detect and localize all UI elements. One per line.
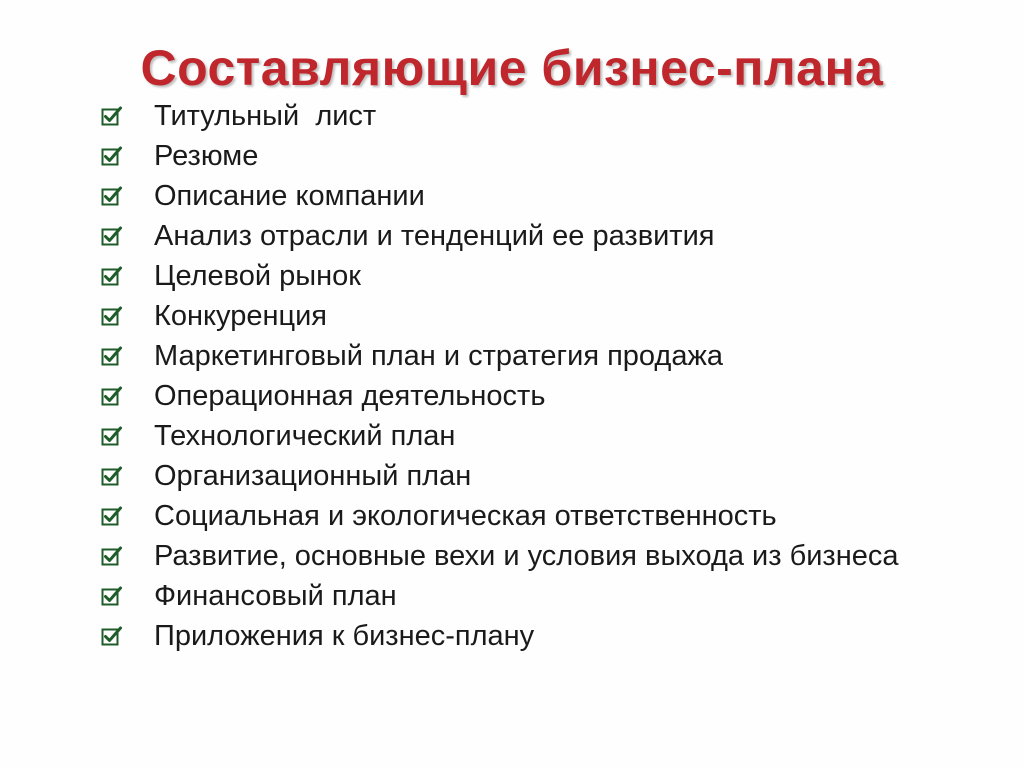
checked-box-icon: [101, 506, 123, 528]
list-item: [101, 260, 1001, 292]
checked-box-icon: [101, 146, 123, 168]
slide-title: Составляющие бизнес-плана: [140, 40, 884, 96]
list-item-label: Социальная и экологическая ответственность: [154, 500, 777, 532]
list-item-label: Маркетинговый план и стратегия продажа: [154, 340, 723, 372]
list-item-label: Операционная деятельность: [154, 380, 546, 412]
list-item-label: Титульный лист: [154, 100, 377, 132]
list-item: [101, 460, 1001, 492]
list-item: [101, 220, 1001, 252]
list-item: [101, 420, 1001, 452]
checked-box-icon: [101, 426, 123, 448]
checked-box-icon: [101, 346, 123, 368]
checked-box-icon: [101, 546, 123, 568]
checked-box-icon: [101, 106, 123, 128]
list-item: [101, 100, 1001, 132]
list-item: [101, 180, 1001, 212]
list-item-label: Технологический план: [154, 420, 456, 452]
checked-box-icon: [101, 466, 123, 488]
list-item: [101, 380, 1001, 412]
checked-box-icon: [101, 266, 123, 288]
list-item: [101, 500, 1001, 532]
list-item-label: Целевой рынок: [154, 260, 361, 292]
checked-box-icon: [101, 306, 123, 328]
list-item: [101, 340, 1001, 372]
checked-box-icon: [101, 386, 123, 408]
list-item-label: Резюме: [154, 140, 259, 172]
list-item: [101, 140, 1001, 172]
list-item: [101, 540, 1001, 572]
list-item-label: Организационный план: [154, 460, 472, 492]
list-item-label: Развитие, основные вехи и условия выхода из бизнеса: [154, 540, 899, 572]
checked-box-icon: [101, 226, 123, 248]
checked-box-icon: [101, 626, 123, 648]
list-item-label: Конкуренция: [154, 300, 328, 332]
list-item-label: Описание компании: [154, 180, 425, 212]
list-item-label: Финансовый план: [154, 580, 397, 612]
component-list: [101, 100, 1001, 660]
list-item: [101, 580, 1001, 612]
list-item: [101, 620, 1001, 652]
list-item-label: Анализ отрасли и тенденций ее развития: [154, 220, 715, 252]
checked-box-icon: [101, 586, 123, 608]
checked-box-icon: [101, 186, 123, 208]
list-item: [101, 300, 1001, 332]
list-item-label: Приложения к бизнес-плану: [154, 620, 535, 652]
